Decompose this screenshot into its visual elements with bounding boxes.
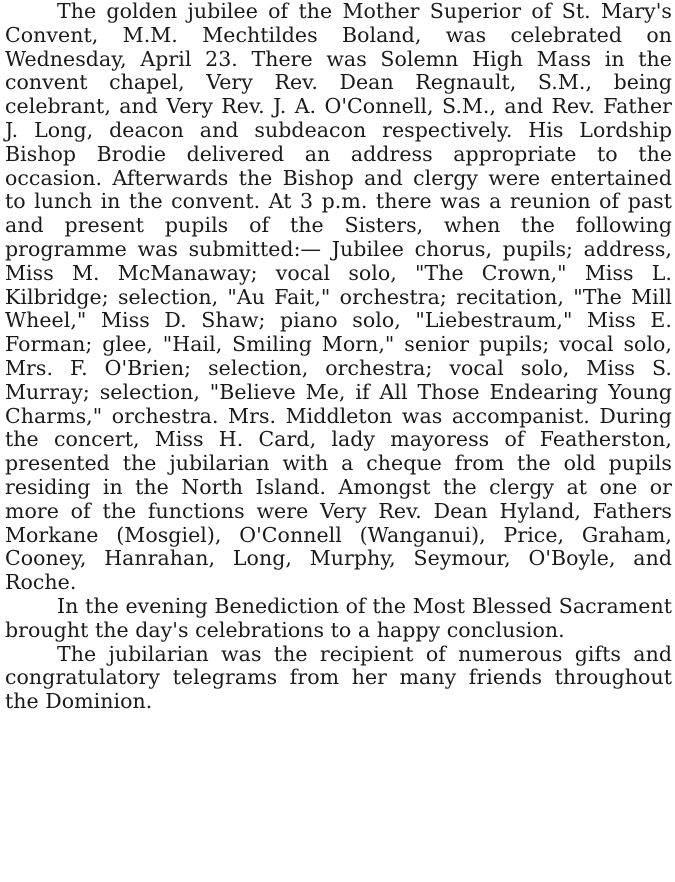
article-paragraph-benediction: In the evening Benediction of the Most Blessed Sacrament brought the day's celebrations to a happy conclusion. [5, 593, 672, 642]
article-paragraph-jubilee-celebration: The golden jubilee of the Mother Superior of St. Mary's Convent, M.M. Mechtildes Boland, was celebrated on Wednesday, April 23. There was Solemn High Mass in the convent chapel, Very Rev. Dean Regnault, S.M., being celebrant, and Very Rev. J. A. O'Connell, S.M., and Rev. Father J. Long, deacon and subdeacon respectively. His Lordship Bishop Brodie delivered an address appropriate to the occasion. Afterwards the Bishop and clergy were entertained to lunch in the convent. At 3 p.m. there was a reunion of past and present pupils of the Sisters, when the following programme was submitted:— Jubilee chorus, pupils; address, Miss M. McManaway; vocal solo, "The Crown," Miss L. Kilbridge; selection, "Au Fait," orchestra; recitation, "The Mill Wheel," Miss D. Shaw; piano solo, "Liebestraum," Miss E. Forman; glee, "Hail, Smiling Morn," senior pupils; vocal solo, Mrs. F. O'Brien; selection, orchestra; vocal solo, Miss S. Murray; selection, "Believe Me, if All Those Endearing Young Charms," orchestra. Mrs. Middleton was accompanist. During the concert, Miss H. Card, lady mayoress of Featherston, presented the jubilarian with a cheque from the old pupils residing in the North Island. Amongst the clergy at one or more of the functions were Very Rev. Dean Hyland, Fathers Morkane (Mosgiel), O'Connell (Wanganui), Price, Graham, Cooney, Hanrahan, Long, Murphy, Seymour, O'Boyle, and Roche. [5, 0, 672, 595]
article-paragraph-gifts: The jubilarian was the recipient of numerous gifts and congratulatory telegrams from her many friends throughout the Dominion. [5, 641, 672, 714]
newspaper-article [5, 0, 672, 714]
